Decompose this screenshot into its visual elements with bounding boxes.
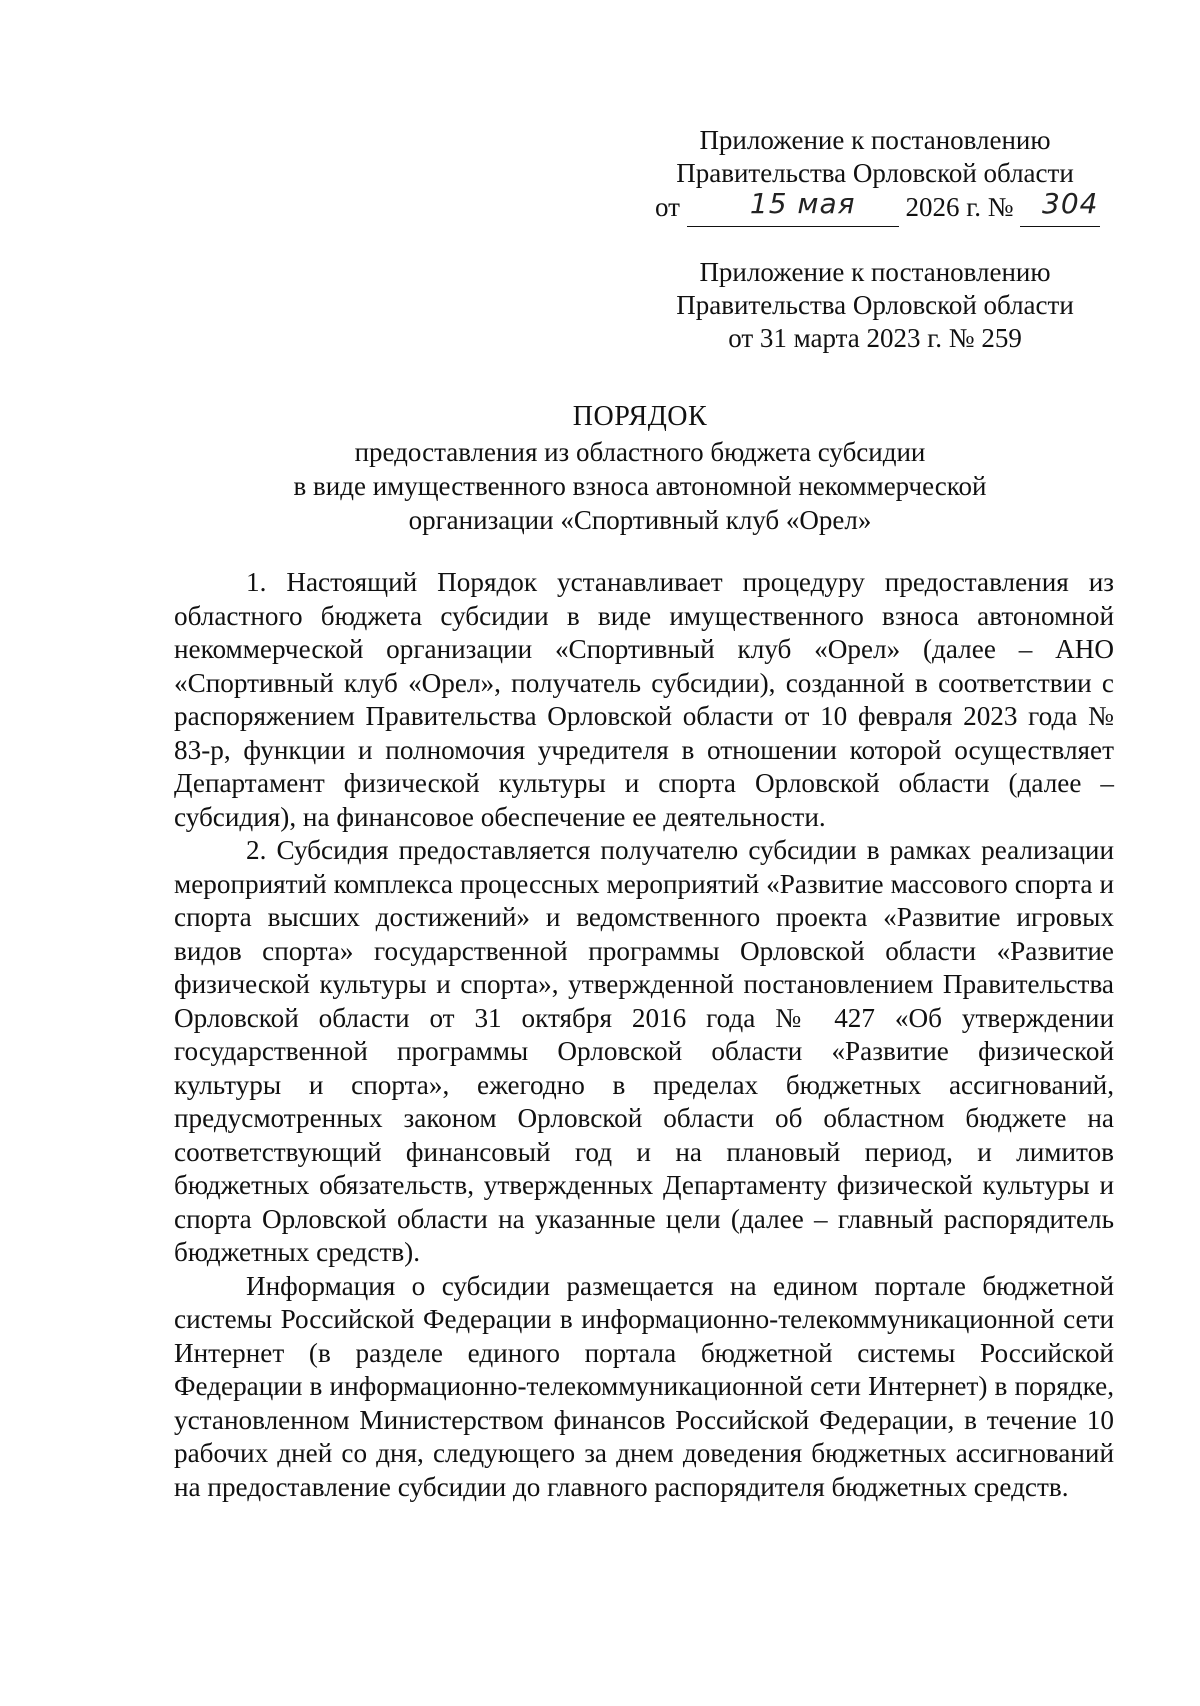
document-body [174,566,1114,1504]
document-title [180,400,1100,537]
paragraph-1: 1. Настоящий Порядок устанавливает процедуру предоставления из областного бюджета субсидии в виде имущественного взноса автономной некоммерческой организации «Спортивный клуб «Орел» (далее – АНО «Спортивный клуб «Орел», получатель субсидии), созданной в соответствии с распоряжением Правительства Орловской области от 10 февраля 2023 года № 83-р, функции и полномочия учредителя в отношении которой осуществляет Департамент физической культуры и спорта Орловской области (далее – субсидия), на финансовое обеспечение ее деятельности. [174,567,1114,832]
handwritten-number: 304 [1042,187,1099,220]
handwritten-date: 15 мая [749,187,856,220]
title-line1: предоставления из областного бюджета субсидии [354,437,926,467]
appendix-header-line1: Приложение к постановлению [699,125,1051,155]
number-blank [1020,187,1100,224]
appendix-header-old-line2: Правительства Орловской области [676,290,1074,320]
date-prefix: от [655,192,680,222]
appendix-header-old-line3: от 31 марта 2023 г. № 259 [728,323,1022,353]
year-text: 2026 г. № [905,192,1014,222]
paragraph-2: 2. Субсидия предоставляется получателю субсидии в рамках реализации мероприятий комплекса процессных мероприятий «Развитие массового спорта и спорта высших достижений» и ведомственного проекта «Развитие игровых видов спорта» государственной программы Орловской области «Развитие физической культуры и спорта», утвержденной постановлением Правительства Орловской области от 31 октября 2016 года № 427 «Об утверждении государственной программы Орловской области «Развитие физической культуры и спорта», ежегодно в пределах бюджетных ассигнований, предусмотренных законом Орловской области об областном бюджете на соответствующий финансовый год и на плановый период, и лимитов бюджетных обязательств, утвержденных Департаменту физической культуры и спорта Орловской области на указанные цели (далее – главный распорядитель бюджетных средств). [174,835,1114,1267]
appendix-header-old [655,256,1095,355]
paragraph-3: Информация о субсидии размещается на едином портале бюджетной системы Российской Федерации в информационно-телекоммуникационной сети Интернет (в разделе единого портала бюджетной системы Российской Федерации в информационно-телекоммуникационной сети Интернет) в порядке, установленном Министерством финансов Российской Федерации, в течение 10 рабочих дней со дня, следующего за днем доведения бюджетных ассигнований на предоставление субсидии до главного распорядителя бюджетных средств. [174,1270,1114,1502]
date-blank [687,187,899,224]
title-line3: организации «Спортивный клуб «Орел» [408,505,872,535]
appendix-header-date-line [655,187,1099,224]
appendix-header-line2: Правительства Орловской области [676,158,1074,188]
appendix-header-old-line1: Приложение к постановлению [699,257,1051,287]
title-heading: ПОРЯДОК [572,401,708,432]
appendix-header-new [655,124,1099,224]
title-line2: в виде имущественного взноса автономной некоммерческой [293,471,987,501]
